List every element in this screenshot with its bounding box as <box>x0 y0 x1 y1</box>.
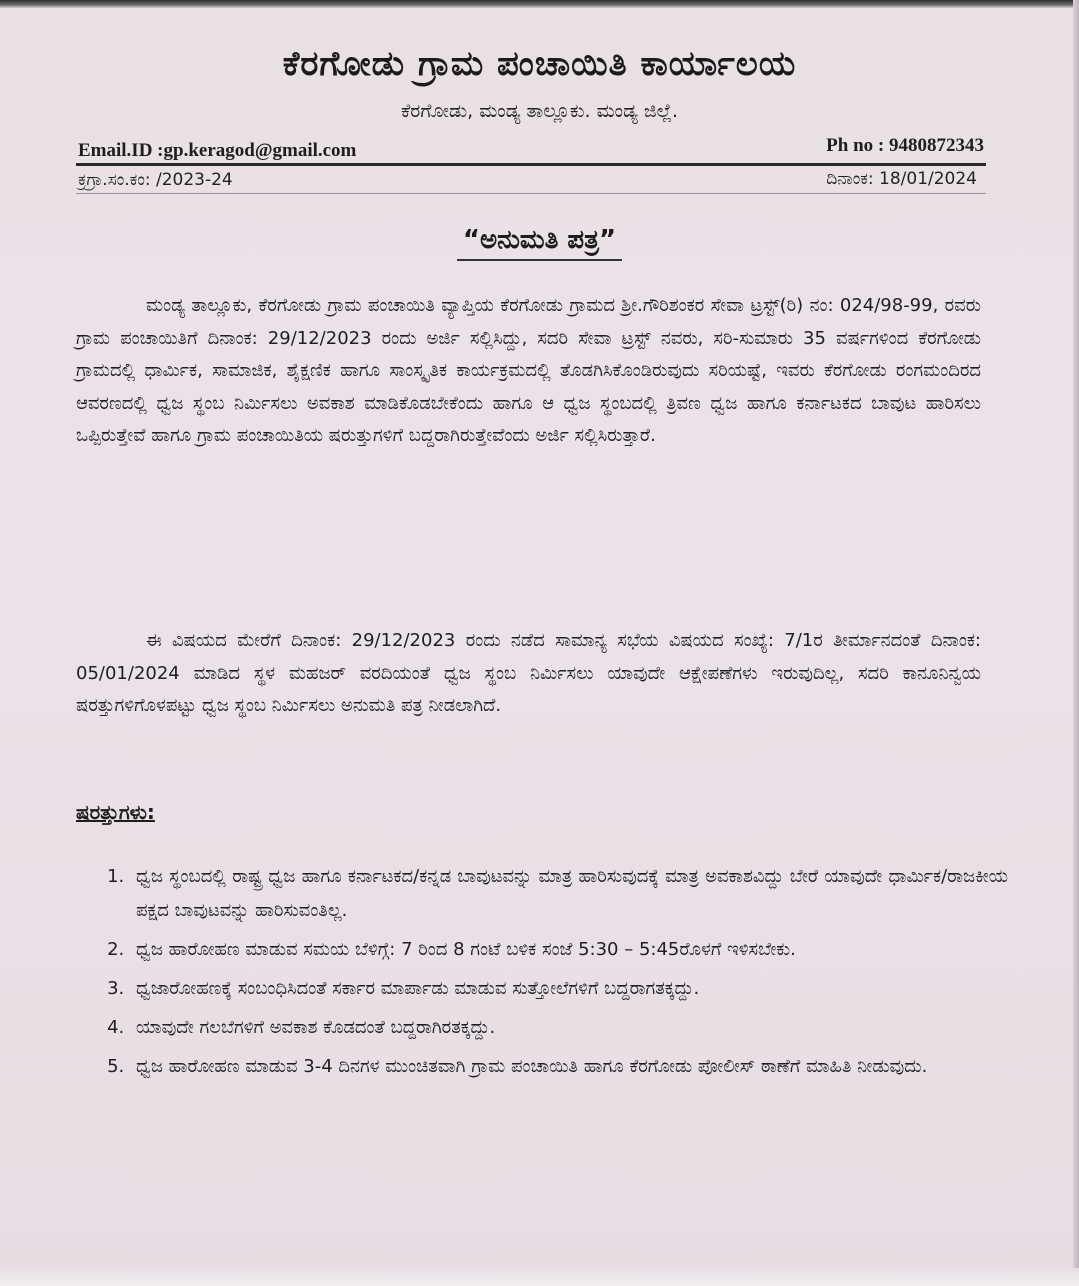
term-item-4: 4. ಯಾವುದೇ ಗಲಬೆಗಳಿಗೆ ಅವಕಾಶ ಕೊಡದಂತೆ ಬದ್ದರಾಗಿರತಕ್ಕದ್ದು. <box>130 1011 1008 1045</box>
phone-number: Ph no : 9480872343 <box>826 135 984 156</box>
letter-date: ದಿನಾಂಕ: 18/01/2024 <box>826 169 977 189</box>
reference-divider <box>76 193 986 194</box>
terms-list <box>104 860 1008 1089</box>
term-item-3: 3. ಧ್ವಜಾರೋಹಣಕ್ಕೆ ಸಂಬಂಧಿಸಿದಂತೆ ಸರ್ಕಾರ ಮಾರ್ಪಾಡು ಮಾಡುವ ಸುತ್ತೋಲೆಗಳಿಗೆ ಬದ್ದರಾಗತಕ್ಕದ್ದು. <box>130 972 1008 1006</box>
bottom-frame-edge <box>0 1268 1079 1286</box>
reference-number: ಕ್ರಗ್ರಾ.ಸಂ.ಕಂ: /2023-24 <box>78 170 233 190</box>
term-item-1: 1. ಧ್ವಜ ಸ್ಥಂಬದಲ್ಲಿ ರಾಷ್ಟ್ರ ಧ್ವಜ ಹಾಗೂ ಕರ್ನಾಟಕದ/ಕನ್ನಡ ಬಾವುಟವನ್ನು ಮಾತ್ರ ಹಾರಿಸುವುದಕ್ಕೆ ಮಾತ್ರ ಅವಕಾಶವಿದ್ದು ಬೇರೆ ಯಾವುದೇ ಧಾರ್ಮಿಕ/ರಾಜಕೀಯ ಪಕ್ಷದ ಬಾವುಟವನ್ನು ಹಾರಿಸುವಂತಿಲ್ಲ. <box>130 860 1008 928</box>
letterhead-divider <box>76 163 986 166</box>
body-paragraph-1: ಮಂಡ್ಯ ತಾಲ್ಲೂಕು, ಕೆರಗೋಡು ಗ್ರಾಮ ಪಂಚಾಯಿತಿ ವ್ಯಾಪ್ತಿಯ ಕೆರಗೋಡು ಗ್ರಾಮದ ಶ್ರೀ.ಗೌರಿಶಂಕರ ಸೇವಾ ಟ್ರಸ್ಟ್(ರಿ) ನಂ: 024/98-99, ರವರು ಗ್ರಾಮ ಪಂಚಾಯಿತಿಗೆ ದಿನಾಂಕ: 29/12/2023 ರಂದು ಅರ್ಜಿ ಸಲ್ಲಿಸಿದ್ದು, ಸದರಿ ಸೇವಾ ಟ್ರಸ್ಟ್ ನವರು, ಸರಿ-ಸುಮಾರು 35 ವರ್ಷಗಳಿಂದ ಕೆರಗೋಡು ಗ್ರಾಮದಲ್ಲಿ ಧಾರ್ಮಿಕ, ಸಾಮಾಜಿಕ, ಶೈಕ್ಷಣಿಕ ಹಾಗೂ ಸಾಂಸ್ಕೃತಿಕ ಕಾರ್ಯಕ್ರಮದಲ್ಲಿ ತೊಡಗಿಸಿಕೊಂಡಿರುವುದು ಸರಿಯಷ್ಟೆ, ಇವರು ಕೆರಗೋಡು ರಂಗಮಂದಿರದ ಆವರಣದಲ್ಲಿ ಧ್ವಜ ಸ್ಥಂಬ ನಿರ್ಮಿಸಲು ಅವಕಾಶ ಮಾಡಿಕೊಡಬೇಕೆಂದು ಹಾಗೂ ಆ ಧ್ವಜ ಸ್ಥಂಬದಲ್ಲಿ ತ್ರಿವಣ ಧ್ವಜ ಹಾಗೂ ಕರ್ನಾಟಕದ ಬಾವುಟ ಹಾರಿಸಲು ಒಪ್ಪಿರುತ್ತೇವೆ ಹಾಗೂ ಗ್ರಾಮ ಪಂಚಾಯಿತಿಯ ಷರುತ್ತುಗಳಿಗೆ ಬದ್ದರಾಗಿರುತ್ತೇವೆಂದು ಅರ್ಜಿ ಸಲ್ಲಿಸಿರುತ್ತಾರೆ. <box>76 295 981 447</box>
right-frame-edge <box>1073 0 1079 1286</box>
term-item-2: 2. ಧ್ವಜ ಹಾರೋಹಣ ಮಾಡುವ ಸಮಯ ಬೆಳಿಗ್ಗೆ: 7 ರಿಂದ 8 ಗಂಟೆ ಬಳಿಕ ಸಂಜೆ 5:30 – 5:45ರೊಳಗೆ ಇಳಿಸಬೇಕು. <box>130 933 1008 967</box>
term-item-5: 5. ಧ್ವಜ ಹಾರೋಹಣ ಮಾಡುವ 3-4 ದಿನಗಳ ಮುಂಚಿತವಾಗಿ ಗ್ರಾಮ ಪಂಚಾಯಿತಿ ಹಾಗೂ ಕೆರಗೋಡು ಪೋಲೀಸ್ ಠಾಣೆಗೆ ಮಾಹಿತಿ ನೀಡುವುದು. <box>130 1050 1008 1084</box>
letter-heading-text: “ಅನುಮತಿ ಪತ್ರ” <box>457 225 622 261</box>
email-id: Email.ID :gp.keragod@gmail.com <box>78 140 357 161</box>
office-name: ಕೆರಗೋಡು ಗ್ರಾಮ ಪಂಚಾಯಿತಿ ಕಾರ್ಯಾಲಯ <box>282 44 797 84</box>
letter-heading <box>0 225 1079 256</box>
body-paragraph-2: ಈ ವಿಷಯದ ಮೇರೆಗೆ ದಿನಾಂಕ: 29/12/2023 ರಂದು ನಡೆದ ಸಾಮಾನ್ಯ ಸಭೆಯ ವಿಷಯದ ಸಂಖ್ಯೆ: 7/1ರ ತೀರ್ಮಾನದಂತೆ ದಿನಾಂಕ: 05/01/2024 ಮಾಡಿದ ಸ್ಥಳ ಮಹಜರ್ ವರದಿಯಂತೆ ಧ್ವಜ ಸ್ಥಂಬ ನಿರ್ಮಿಸಲು ಯಾವುದೇ ಆಕ್ಷೇಪಣೆಗಳು ಇರುವುದಿಲ್ಲ, ಸದರಿ ಕಾನೂನಿನ್ವಯ ಷರತ್ತುಗಳಿಗೊಳಪಟ್ಟು ಧ್ವಜ ಸ್ಥಂಬ ನಿರ್ಮಿಸಲು ಅನುಮತಿ ಪತ್ರ ನೀಡಲಾಗಿದೆ. <box>76 630 981 717</box>
terms-heading: ಷರತ್ತುಗಳು: <box>76 800 155 824</box>
office-address: ಕೆರಗೋಡು, ಮಂಡ್ಯ ತಾಲ್ಲೂಕು. ಮಂಡ್ಯ ಜಿಲ್ಲೆ. <box>400 100 678 122</box>
top-frame-edge <box>0 0 1079 8</box>
